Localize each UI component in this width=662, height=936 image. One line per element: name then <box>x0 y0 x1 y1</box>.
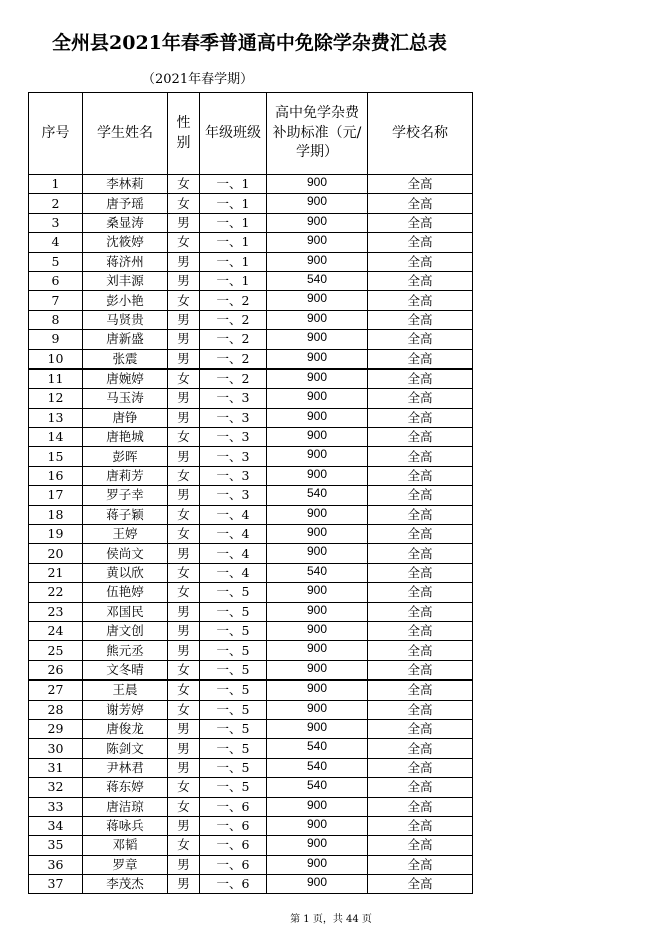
cell-no: 26 <box>29 660 83 680</box>
table-row <box>29 778 473 797</box>
cell-name: 彭晖 <box>83 447 168 466</box>
cell-no: 22 <box>29 583 83 602</box>
cell-standard: 900 <box>267 408 368 427</box>
cell-gender: 男 <box>168 271 200 290</box>
cell-no: 2 <box>29 194 83 213</box>
cell-class: 一、4 <box>200 505 267 524</box>
cell-standard: 900 <box>267 660 368 680</box>
cell-school: 全高 <box>368 486 473 505</box>
cell-no: 37 <box>29 875 83 894</box>
table-row <box>29 369 473 389</box>
cell-name: 蒋东婷 <box>83 778 168 797</box>
cell-no: 32 <box>29 778 83 797</box>
cell-class: 一、5 <box>200 660 267 680</box>
cell-class: 一、1 <box>200 213 267 232</box>
cell-gender: 男 <box>168 758 200 777</box>
table-row <box>29 836 473 855</box>
cell-name: 唐艳城 <box>83 428 168 447</box>
cell-school: 全高 <box>368 700 473 719</box>
cell-gender: 女 <box>168 466 200 485</box>
table-row <box>29 408 473 427</box>
cell-name: 唐予瑶 <box>83 194 168 213</box>
header-class: 年级班级 <box>200 93 267 175</box>
cell-standard: 540 <box>267 486 368 505</box>
cell-no: 34 <box>29 816 83 835</box>
cell-gender: 男 <box>168 544 200 563</box>
cell-gender: 女 <box>168 583 200 602</box>
cell-no: 29 <box>29 719 83 738</box>
table-row <box>29 602 473 621</box>
cell-name: 黄以欣 <box>83 563 168 582</box>
cell-name: 蒋济州 <box>83 252 168 271</box>
cell-school: 全高 <box>368 349 473 369</box>
cell-school: 全高 <box>368 525 473 544</box>
header-name: 学生姓名 <box>83 93 168 175</box>
cell-gender: 男 <box>168 310 200 329</box>
cell-standard: 900 <box>267 389 368 408</box>
cell-standard: 900 <box>267 349 368 369</box>
cell-gender: 男 <box>168 816 200 835</box>
cell-gender: 女 <box>168 700 200 719</box>
cell-school: 全高 <box>368 816 473 835</box>
cell-standard: 900 <box>267 252 368 271</box>
cell-standard: 900 <box>267 466 368 485</box>
cell-no: 28 <box>29 700 83 719</box>
cell-no: 20 <box>29 544 83 563</box>
cell-name: 罗章 <box>83 855 168 874</box>
cell-school: 全高 <box>368 544 473 563</box>
cell-class: 一、5 <box>200 602 267 621</box>
cell-gender: 女 <box>168 680 200 700</box>
cell-no: 14 <box>29 428 83 447</box>
table-row <box>29 349 473 369</box>
cell-no: 25 <box>29 641 83 660</box>
cell-standard: 900 <box>267 816 368 835</box>
header-no: 序号 <box>29 93 83 175</box>
cell-name: 罗子幸 <box>83 486 168 505</box>
cell-class: 一、3 <box>200 447 267 466</box>
cell-name: 王婷 <box>83 525 168 544</box>
cell-gender: 女 <box>168 525 200 544</box>
cell-no: 23 <box>29 602 83 621</box>
cell-name: 蒋子颖 <box>83 505 168 524</box>
cell-school: 全高 <box>368 875 473 894</box>
cell-standard: 540 <box>267 778 368 797</box>
table-row <box>29 719 473 738</box>
cell-no: 4 <box>29 233 83 252</box>
cell-gender: 女 <box>168 428 200 447</box>
table-row <box>29 194 473 213</box>
cell-no: 19 <box>29 525 83 544</box>
table-row <box>29 855 473 874</box>
page-footer: 第 1 页，共 44 页 <box>290 914 372 925</box>
document-subtitle: （2021年春学期） <box>142 72 254 87</box>
cell-standard: 900 <box>267 875 368 894</box>
cell-gender: 男 <box>168 875 200 894</box>
cell-school: 全高 <box>368 428 473 447</box>
cell-standard: 900 <box>267 194 368 213</box>
cell-standard: 900 <box>267 310 368 329</box>
cell-class: 一、3 <box>200 408 267 427</box>
cell-gender: 女 <box>168 233 200 252</box>
cell-class: 一、1 <box>200 233 267 252</box>
cell-gender: 女 <box>168 175 200 194</box>
cell-gender: 男 <box>168 349 200 369</box>
cell-standard: 900 <box>267 505 368 524</box>
table-row <box>29 641 473 660</box>
cell-school: 全高 <box>368 175 473 194</box>
table-row <box>29 563 473 582</box>
cell-standard: 900 <box>267 700 368 719</box>
cell-gender: 女 <box>168 563 200 582</box>
cell-class: 一、5 <box>200 778 267 797</box>
cell-gender: 女 <box>168 778 200 797</box>
cell-gender: 女 <box>168 797 200 816</box>
cell-class: 一、6 <box>200 875 267 894</box>
cell-name: 文冬晴 <box>83 660 168 680</box>
table-row <box>29 252 473 271</box>
cell-school: 全高 <box>368 389 473 408</box>
cell-class: 一、2 <box>200 349 267 369</box>
cell-name: 唐文创 <box>83 621 168 640</box>
cell-no: 11 <box>29 369 83 389</box>
table-row <box>29 291 473 310</box>
cell-no: 18 <box>29 505 83 524</box>
cell-class: 一、4 <box>200 525 267 544</box>
cell-gender: 女 <box>168 291 200 310</box>
cell-gender: 女 <box>168 194 200 213</box>
table-row <box>29 330 473 349</box>
cell-class: 一、6 <box>200 797 267 816</box>
cell-gender: 男 <box>168 213 200 232</box>
cell-name: 沈筱婷 <box>83 233 168 252</box>
cell-name: 唐婉婷 <box>83 369 168 389</box>
cell-name: 张震 <box>83 349 168 369</box>
cell-school: 全高 <box>368 621 473 640</box>
cell-gender: 女 <box>168 836 200 855</box>
cell-standard: 900 <box>267 544 368 563</box>
cell-standard: 540 <box>267 271 368 290</box>
cell-gender: 男 <box>168 641 200 660</box>
cell-standard: 540 <box>267 739 368 758</box>
cell-school: 全高 <box>368 641 473 660</box>
cell-standard: 900 <box>267 680 368 700</box>
cell-school: 全高 <box>368 680 473 700</box>
cell-school: 全高 <box>368 252 473 271</box>
cell-school: 全高 <box>368 330 473 349</box>
cell-gender: 男 <box>168 330 200 349</box>
fee-summary-table <box>28 92 473 894</box>
cell-school: 全高 <box>368 233 473 252</box>
cell-school: 全高 <box>368 739 473 758</box>
cell-no: 17 <box>29 486 83 505</box>
cell-standard: 900 <box>267 330 368 349</box>
cell-name: 唐铮 <box>83 408 168 427</box>
cell-no: 15 <box>29 447 83 466</box>
table-row <box>29 525 473 544</box>
cell-no: 31 <box>29 758 83 777</box>
cell-gender: 男 <box>168 389 200 408</box>
cell-no: 36 <box>29 855 83 874</box>
table-row <box>29 175 473 194</box>
cell-gender: 男 <box>168 855 200 874</box>
document-title: 全州县2021年春季普通高中免除学杂费汇总表 <box>52 32 447 54</box>
cell-no: 27 <box>29 680 83 700</box>
cell-school: 全高 <box>368 719 473 738</box>
cell-class: 一、1 <box>200 252 267 271</box>
header-standard: 高中免学杂费补助标准（元/学期） <box>267 93 368 175</box>
table-row <box>29 739 473 758</box>
cell-no: 13 <box>29 408 83 427</box>
cell-standard: 900 <box>267 602 368 621</box>
cell-no: 35 <box>29 836 83 855</box>
cell-school: 全高 <box>368 447 473 466</box>
cell-no: 24 <box>29 621 83 640</box>
cell-standard: 900 <box>267 855 368 874</box>
cell-school: 全高 <box>368 466 473 485</box>
cell-class: 一、5 <box>200 700 267 719</box>
cell-name: 马玉涛 <box>83 389 168 408</box>
header-gender: 性别 <box>168 93 200 175</box>
cell-name: 唐新盛 <box>83 330 168 349</box>
cell-school: 全高 <box>368 194 473 213</box>
cell-standard: 900 <box>267 719 368 738</box>
cell-school: 全高 <box>368 583 473 602</box>
cell-school: 全高 <box>368 310 473 329</box>
cell-no: 5 <box>29 252 83 271</box>
cell-class: 一、5 <box>200 641 267 660</box>
cell-name: 熊元丞 <box>83 641 168 660</box>
cell-class: 一、4 <box>200 544 267 563</box>
cell-class: 一、5 <box>200 621 267 640</box>
cell-school: 全高 <box>368 778 473 797</box>
cell-no: 33 <box>29 797 83 816</box>
cell-class: 一、5 <box>200 680 267 700</box>
cell-no: 7 <box>29 291 83 310</box>
table-row <box>29 680 473 700</box>
table-row <box>29 505 473 524</box>
cell-gender: 男 <box>168 447 200 466</box>
cell-name: 桑显涛 <box>83 213 168 232</box>
table-row <box>29 271 473 290</box>
table-row <box>29 816 473 835</box>
cell-name: 邓韬 <box>83 836 168 855</box>
cell-no: 8 <box>29 310 83 329</box>
cell-gender: 女 <box>168 369 200 389</box>
cell-class: 一、2 <box>200 310 267 329</box>
cell-name: 伍艳婷 <box>83 583 168 602</box>
cell-school: 全高 <box>368 213 473 232</box>
cell-gender: 女 <box>168 660 200 680</box>
cell-school: 全高 <box>368 758 473 777</box>
cell-name: 陈剑文 <box>83 739 168 758</box>
cell-gender: 女 <box>168 505 200 524</box>
cell-name: 李林莉 <box>83 175 168 194</box>
cell-gender: 男 <box>168 252 200 271</box>
cell-standard: 900 <box>267 369 368 389</box>
cell-class: 一、1 <box>200 271 267 290</box>
cell-no: 10 <box>29 349 83 369</box>
cell-school: 全高 <box>368 271 473 290</box>
cell-name: 唐俊龙 <box>83 719 168 738</box>
cell-school: 全高 <box>368 408 473 427</box>
cell-name: 马贤贵 <box>83 310 168 329</box>
cell-standard: 900 <box>267 836 368 855</box>
cell-standard: 900 <box>267 175 368 194</box>
cell-school: 全高 <box>368 369 473 389</box>
cell-class: 一、1 <box>200 194 267 213</box>
table-row <box>29 310 473 329</box>
table-row <box>29 428 473 447</box>
cell-name: 彭小艳 <box>83 291 168 310</box>
cell-standard: 900 <box>267 428 368 447</box>
cell-standard: 900 <box>267 621 368 640</box>
cell-class: 一、6 <box>200 855 267 874</box>
cell-no: 1 <box>29 175 83 194</box>
table-row <box>29 758 473 777</box>
cell-school: 全高 <box>368 855 473 874</box>
cell-no: 3 <box>29 213 83 232</box>
cell-school: 全高 <box>368 563 473 582</box>
table-row <box>29 486 473 505</box>
cell-class: 一、5 <box>200 758 267 777</box>
cell-no: 6 <box>29 271 83 290</box>
cell-standard: 900 <box>267 213 368 232</box>
cell-school: 全高 <box>368 602 473 621</box>
cell-class: 一、6 <box>200 816 267 835</box>
table-row <box>29 466 473 485</box>
cell-standard: 900 <box>267 291 368 310</box>
cell-class: 一、4 <box>200 563 267 582</box>
cell-gender: 男 <box>168 719 200 738</box>
cell-name: 谢芳婷 <box>83 700 168 719</box>
table-row <box>29 447 473 466</box>
cell-class: 一、1 <box>200 175 267 194</box>
cell-standard: 900 <box>267 233 368 252</box>
cell-standard: 900 <box>267 525 368 544</box>
cell-gender: 男 <box>168 739 200 758</box>
cell-standard: 900 <box>267 797 368 816</box>
cell-name: 唐洁琼 <box>83 797 168 816</box>
cell-name: 蒋咏兵 <box>83 816 168 835</box>
table-row <box>29 660 473 680</box>
cell-gender: 男 <box>168 621 200 640</box>
cell-class: 一、2 <box>200 291 267 310</box>
cell-school: 全高 <box>368 291 473 310</box>
cell-no: 30 <box>29 739 83 758</box>
table-header-row <box>29 93 473 175</box>
cell-standard: 540 <box>267 563 368 582</box>
table-row <box>29 621 473 640</box>
cell-class: 一、3 <box>200 466 267 485</box>
table-row <box>29 544 473 563</box>
table-row <box>29 213 473 232</box>
cell-school: 全高 <box>368 505 473 524</box>
cell-name: 李茂杰 <box>83 875 168 894</box>
cell-gender: 男 <box>168 602 200 621</box>
cell-class: 一、5 <box>200 583 267 602</box>
cell-class: 一、3 <box>200 486 267 505</box>
table-row <box>29 797 473 816</box>
cell-gender: 男 <box>168 408 200 427</box>
cell-class: 一、6 <box>200 836 267 855</box>
cell-name: 唐莉芳 <box>83 466 168 485</box>
cell-class: 一、2 <box>200 330 267 349</box>
cell-no: 9 <box>29 330 83 349</box>
cell-standard: 540 <box>267 758 368 777</box>
table-row <box>29 875 473 894</box>
cell-class: 一、2 <box>200 369 267 389</box>
header-school: 学校名称 <box>368 93 473 175</box>
cell-name: 邓国民 <box>83 602 168 621</box>
cell-no: 16 <box>29 466 83 485</box>
table-row <box>29 583 473 602</box>
cell-class: 一、3 <box>200 428 267 447</box>
cell-school: 全高 <box>368 660 473 680</box>
cell-school: 全高 <box>368 797 473 816</box>
table-row <box>29 389 473 408</box>
cell-class: 一、5 <box>200 739 267 758</box>
cell-class: 一、3 <box>200 389 267 408</box>
cell-name: 王晨 <box>83 680 168 700</box>
cell-school: 全高 <box>368 836 473 855</box>
table-row <box>29 700 473 719</box>
cell-name: 尹林君 <box>83 758 168 777</box>
table-row <box>29 233 473 252</box>
cell-name: 刘丰源 <box>83 271 168 290</box>
cell-no: 12 <box>29 389 83 408</box>
cell-standard: 900 <box>267 447 368 466</box>
cell-class: 一、5 <box>200 719 267 738</box>
cell-name: 侯尚文 <box>83 544 168 563</box>
cell-no: 21 <box>29 563 83 582</box>
cell-standard: 900 <box>267 641 368 660</box>
cell-gender: 男 <box>168 486 200 505</box>
cell-standard: 900 <box>267 583 368 602</box>
